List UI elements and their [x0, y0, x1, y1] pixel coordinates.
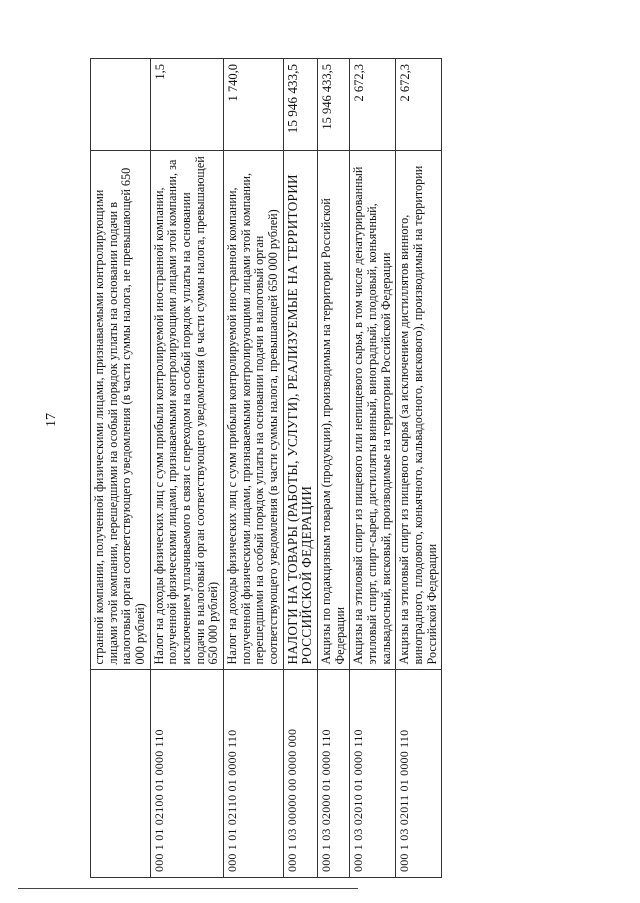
footer-rule	[18, 888, 358, 889]
amount-cell: 1,5	[150, 59, 223, 151]
rotated-table-frame	[90, 58, 580, 878]
budget-code-cell: 000 1 03 02011 01 0000 110	[396, 670, 442, 878]
amount-cell: 1 740,0	[223, 59, 283, 151]
amount-cell: 15 946 433,5	[318, 59, 350, 151]
table-row	[396, 59, 442, 878]
section-title-cell: НАЛОГИ НА ТОВАРЫ (РАБОТЫ, УСЛУГИ), РЕАЛИЗУЕМЫЕ НА ТЕРРИТОРИИ РОССИЙСКОЙ ФЕДЕРАЦИИ	[283, 150, 318, 670]
amount-cell: 2 672,3	[350, 59, 396, 151]
revenue-table	[90, 58, 442, 878]
budget-code-cell: 000 1 03 02010 01 0000 110	[350, 670, 396, 878]
table-row	[150, 59, 223, 878]
budget-code-cell: 000 1 03 00000 00 0000 000	[283, 670, 318, 878]
budget-code-cell: 000 1 01 02100 01 0000 110	[150, 670, 223, 878]
rotated-table-wrapper	[90, 58, 580, 878]
revenue-name-cell: Акцизы на этиловый спирт из пищевого сырья (за исключением дистиллятов винного, виноградного, плодового, коньячного, кальвадосного, вискового), производимый на территории Российской Федерации	[396, 150, 442, 670]
table-row	[223, 59, 283, 878]
revenue-name-cell: Акцизы на этиловый спирт из пищевого или непищевого сырья, в том числе денатурированный этиловый спирт, спирт-сырец, дистилляты винный, виноградный, плодовый, коньячный, кальвадосный, висковый, производимые на территории Российской Федерации	[350, 150, 396, 670]
amount-cell	[91, 59, 151, 151]
page-number: 17	[44, 413, 59, 427]
revenue-name-cell: Налог на доходы физических лиц с сумм прибыли контролируемой иностранной компании, полученной физическими лицами, признаваемыми контролирующими лицами этой компании, за исключением уплачиваемого в связи с переходом на особый порядок уплаты на основании подачи в налоговый орган соответствующего уведомления (в части суммы налога, превышающей 650 000 рублей)	[150, 150, 223, 670]
revenue-name-cell: Налог на доходы физических лиц с сумм прибыли контролируемой иностранной компании, полученной физическими лицами, признаваемыми контролирующими лицами этой компании, перешедшими на особый порядок уплаты на основании подачи в налоговый орган соответствующего уведомления (в части суммы налога, превышающей 650 000 рублей)	[223, 150, 283, 670]
section-header-row	[283, 59, 318, 878]
table-row	[350, 59, 396, 878]
table-row	[318, 59, 350, 878]
amount-cell: 15 946 433,5	[283, 59, 318, 151]
revenue-name-cell: странной компании, полученной физическими лицами, признаваемыми контролирующими лицами этой компании, перешедшими на особый порядок уплаты на основании подачи в налоговый орган соответствующего уведомления (в части суммы налога, не превышающей 650 000 рублей)	[91, 150, 151, 670]
amount-cell: 2 672,3	[396, 59, 442, 151]
budget-code-cell: 000 1 01 02110 01 0000 110	[223, 670, 283, 878]
table-row	[91, 59, 151, 878]
budget-code-cell	[91, 670, 151, 878]
revenue-name-cell: Акцизы по подакцизным товарам (продукции), производимым на территории Российской Федерации	[318, 150, 350, 670]
budget-code-cell: 000 1 03 02000 01 0000 110	[318, 670, 350, 878]
